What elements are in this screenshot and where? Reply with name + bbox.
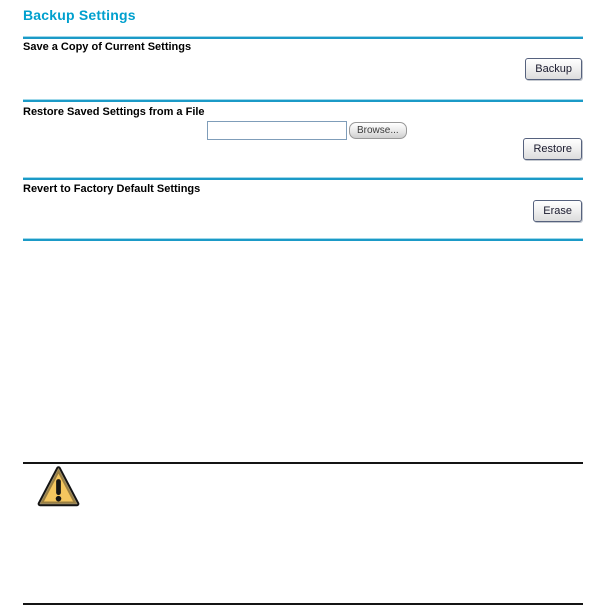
- save-settings-label: Save a Copy of Current Settings: [23, 41, 192, 53]
- erase-button[interactable]: Erase: [533, 200, 582, 222]
- section-divider: [23, 36, 583, 39]
- restore-file-input[interactable]: [207, 121, 347, 140]
- backup-button[interactable]: Backup: [525, 58, 582, 80]
- horizontal-rule: [23, 603, 583, 605]
- restore-settings-label: Restore Saved Settings from a File: [23, 106, 205, 118]
- restore-button[interactable]: Restore: [523, 138, 582, 160]
- page-title: Backup Settings: [23, 7, 136, 23]
- horizontal-rule: [23, 462, 583, 464]
- section-divider: [23, 238, 583, 241]
- warning-triangle-icon: [37, 464, 80, 511]
- browse-button[interactable]: Browse...: [349, 122, 407, 139]
- section-divider: [23, 99, 583, 102]
- section-divider: [23, 177, 583, 180]
- factory-default-label: Revert to Factory Default Settings: [23, 183, 201, 195]
